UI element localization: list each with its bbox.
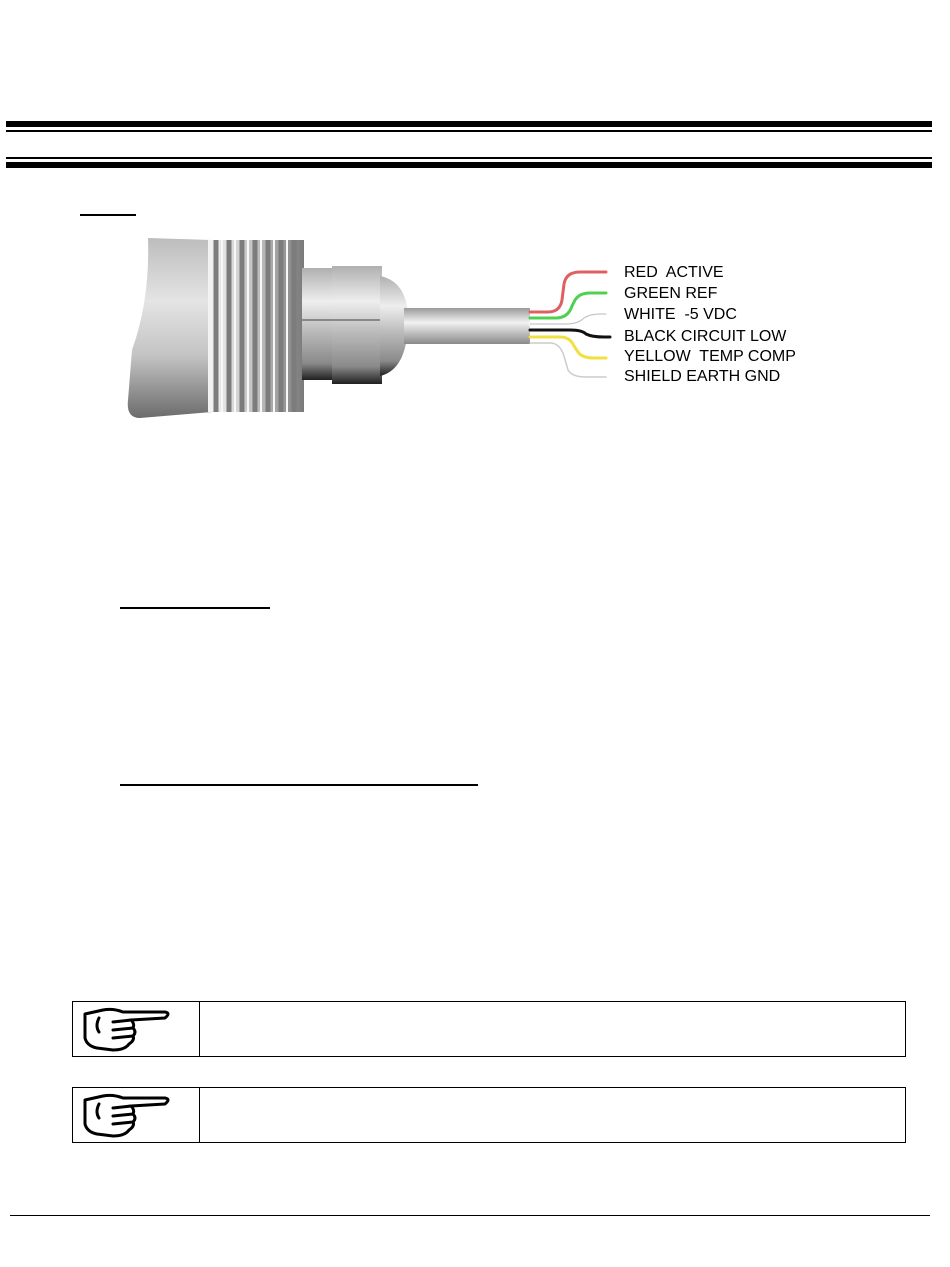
sensor-cable — [404, 308, 530, 344]
pointing-hand-icon — [73, 1002, 200, 1056]
note-box-2 — [72, 1087, 906, 1143]
wire-yellow — [530, 337, 606, 358]
wire-label-green: GREEN REF — [624, 285, 718, 302]
note-box-1 — [72, 1001, 906, 1057]
wire-shield — [530, 343, 606, 377]
note-text-2 — [201, 1088, 905, 1142]
subsection-heading-underline-1 — [120, 607, 270, 609]
subsection-heading-underline-2 — [120, 784, 478, 786]
note-icon-cell — [73, 1002, 200, 1056]
wire-label-black: BLACK CIRCUIT LOW — [624, 328, 787, 345]
wire-bundle — [530, 272, 610, 377]
sensor-threads — [208, 240, 304, 412]
sensor-body — [128, 238, 212, 418]
note-icon-cell — [73, 1088, 200, 1142]
sensor-wiring-diagram — [0, 0, 950, 440]
pointing-hand-icon — [73, 1088, 200, 1142]
wire-label-white: WHITE -5 VDC — [624, 306, 737, 323]
wire-label-yellow: YELLOW TEMP COMP — [624, 348, 796, 365]
sensor-hex-fitting — [302, 266, 408, 384]
note-text-1 — [201, 1002, 905, 1056]
wire-label-red: RED ACTIVE — [624, 264, 724, 281]
wire-label-shield: SHIELD EARTH GND — [624, 368, 781, 385]
footer-rule — [10, 1215, 930, 1216]
